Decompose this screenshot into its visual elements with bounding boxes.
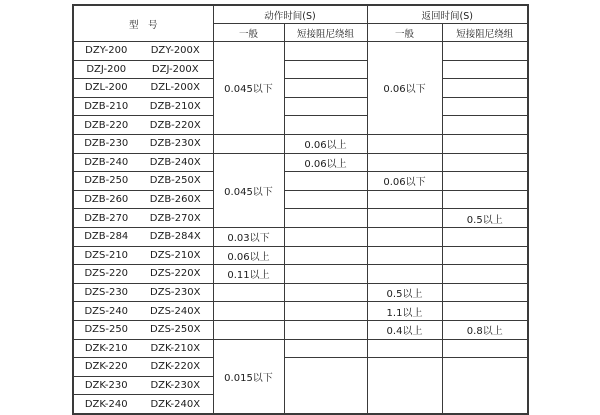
- model-name: DZS-230: [84, 287, 129, 299]
- cell-return-general: 0.06以下: [367, 42, 442, 135]
- cell-return-short: [442, 134, 528, 153]
- cell-return-general: [367, 190, 442, 209]
- cell-action-short: [284, 209, 367, 228]
- table-row: [73, 339, 528, 358]
- cell-action-short: [284, 42, 367, 61]
- cell-return-short: [442, 302, 528, 321]
- cell-action-short: [284, 320, 367, 339]
- cell-return-general: [367, 339, 442, 358]
- model-name: DZB-250: [84, 175, 129, 187]
- model-name: DZB-210: [84, 101, 129, 113]
- cell-action-short: [284, 227, 367, 246]
- header-model: 型 号: [73, 5, 213, 42]
- table-row: [73, 190, 528, 209]
- cell-action-general: 0.03以下: [213, 227, 284, 246]
- table-row: [73, 172, 528, 191]
- model-name-x: DZB-270X: [149, 212, 201, 224]
- model-name-x: DZJ-200X: [151, 63, 199, 75]
- cell-action-general: [213, 134, 284, 153]
- cell-return-general: [367, 134, 442, 153]
- cell-action-general: [213, 320, 284, 339]
- model-name-x: DZK-220X: [150, 361, 201, 373]
- cell-return-short: [442, 116, 528, 135]
- header-action-short-damping: 短接阻尼绕组: [284, 24, 367, 42]
- table-row: [73, 42, 528, 61]
- cell-model: [73, 339, 213, 358]
- cell-action-short: 0.06以上: [284, 134, 367, 153]
- model-name-x: DZS-250X: [150, 324, 201, 336]
- cell-return-short: [442, 283, 528, 302]
- model-name: DZB-240: [84, 156, 129, 168]
- header-action-general: 一般: [213, 24, 284, 42]
- relay-timing-spec-table: [72, 4, 529, 415]
- table-row: [73, 60, 528, 79]
- model-name: DZK-220: [84, 361, 128, 373]
- cell-return-general: [367, 227, 442, 246]
- cell-model: [73, 153, 213, 172]
- model-name: DZL-200: [84, 82, 128, 94]
- cell-return-general: [367, 358, 442, 414]
- cell-model: [73, 283, 213, 302]
- model-name-x: DZB-230X: [149, 138, 201, 150]
- model-name-x: DZB-250X: [149, 175, 201, 187]
- model-name: DZB-270: [84, 212, 129, 224]
- table-row: [73, 227, 528, 246]
- cell-model: [73, 134, 213, 153]
- cell-return-general: 1.1以上: [367, 302, 442, 321]
- cell-model: [73, 395, 213, 414]
- cell-action-short: [284, 116, 367, 135]
- model-name: DZK-230: [84, 379, 128, 391]
- model-name: DZJ-200: [86, 63, 127, 75]
- model-name-x: DZS-220X: [150, 268, 201, 280]
- cell-action-short: [284, 265, 367, 284]
- cell-action-short: [284, 358, 367, 414]
- model-name: DZB-220: [84, 119, 129, 131]
- cell-model: [73, 79, 213, 98]
- header-return-time: 返回时间(S): [367, 5, 528, 24]
- cell-action-general: [213, 302, 284, 321]
- table-row: [73, 97, 528, 116]
- cell-return-short: [442, 153, 528, 172]
- cell-model: [73, 246, 213, 265]
- cell-action-short: [284, 97, 367, 116]
- cell-model: [73, 60, 213, 79]
- table-row: [73, 283, 528, 302]
- cell-model: [73, 265, 213, 284]
- cell-model: [73, 227, 213, 246]
- cell-model: [73, 209, 213, 228]
- model-name-x: DZY-200X: [150, 45, 200, 57]
- table-row: [73, 79, 528, 98]
- header-return-general: 一般: [367, 24, 442, 42]
- model-name: DZB-230: [84, 138, 129, 150]
- header-return-short-damping: 短接阻尼绕组: [442, 24, 528, 42]
- cell-return-general: [367, 246, 442, 265]
- cell-return-short: [442, 227, 528, 246]
- model-name-x: DZB-220X: [149, 119, 201, 131]
- model-name: DZB-284: [84, 231, 129, 243]
- cell-action-general: 0.015以下: [213, 339, 284, 414]
- table-row: [73, 209, 528, 228]
- cell-model: [73, 172, 213, 191]
- model-name-x: DZB-284X: [149, 231, 201, 243]
- cell-return-general: 0.5以上: [367, 283, 442, 302]
- cell-return-short: [442, 190, 528, 209]
- model-name: DZS-240: [84, 305, 129, 317]
- cell-action-short: [284, 302, 367, 321]
- table-row: [73, 358, 528, 377]
- cell-return-general: 0.06以下: [367, 172, 442, 191]
- model-name: DZS-210: [84, 249, 129, 261]
- model-name-x: DZK-240X: [150, 398, 201, 410]
- cell-model: [73, 97, 213, 116]
- cell-return-short: 0.8以上: [442, 320, 528, 339]
- cell-action-short: 0.06以上: [284, 153, 367, 172]
- table-row: [73, 302, 528, 321]
- model-name-x: DZK-230X: [150, 379, 201, 391]
- cell-action-general: [213, 283, 284, 302]
- cell-action-short: [284, 172, 367, 191]
- table-row: [73, 246, 528, 265]
- cell-return-short: [442, 339, 528, 358]
- cell-return-general: 0.4以上: [367, 320, 442, 339]
- cell-return-short: [442, 172, 528, 191]
- model-name-x: DZL-200X: [150, 82, 200, 94]
- cell-action-general: 0.06以上: [213, 246, 284, 265]
- model-name-x: DZK-210X: [150, 342, 201, 354]
- header-action-time: 动作时间(S): [213, 5, 367, 24]
- cell-model: [73, 116, 213, 135]
- model-name: DZK-240: [84, 398, 128, 410]
- cell-return-general: [367, 209, 442, 228]
- model-name-x: DZS-240X: [150, 305, 201, 317]
- table-row: [73, 153, 528, 172]
- model-name: DZS-250: [84, 324, 129, 336]
- table-row: [73, 134, 528, 153]
- cell-action-general: 0.045以下: [213, 42, 284, 135]
- cell-model: [73, 302, 213, 321]
- cell-return-short: [442, 97, 528, 116]
- model-name-x: DZS-210X: [150, 249, 201, 261]
- model-name-x: DZB-210X: [149, 101, 201, 113]
- cell-action-short: [284, 60, 367, 79]
- cell-return-general: [367, 265, 442, 284]
- cell-return-general: [367, 153, 442, 172]
- model-name: DZK-210: [84, 342, 128, 354]
- cell-model: [73, 42, 213, 61]
- model-name: DZB-260: [84, 194, 129, 206]
- header-row-groups: [73, 5, 528, 24]
- cell-model: [73, 358, 213, 377]
- cell-return-short: [442, 60, 528, 79]
- model-name-x: DZS-230X: [150, 287, 201, 299]
- cell-return-short: [442, 265, 528, 284]
- cell-model: [73, 320, 213, 339]
- model-name: DZY-200: [85, 45, 128, 57]
- table-row: [73, 320, 528, 339]
- cell-return-short: [442, 246, 528, 265]
- cell-action-short: [284, 246, 367, 265]
- cell-action-short: [284, 283, 367, 302]
- cell-action-short: [284, 190, 367, 209]
- cell-action-short: [284, 339, 367, 358]
- cell-action-short: [284, 79, 367, 98]
- cell-action-general: 0.045以下: [213, 153, 284, 227]
- cell-return-short: [442, 42, 528, 61]
- table-row: [73, 265, 528, 284]
- cell-model: [73, 376, 213, 395]
- cell-action-general: 0.11以上: [213, 265, 284, 284]
- cell-model: [73, 190, 213, 209]
- model-name-x: DZB-240X: [149, 156, 201, 168]
- model-name: DZS-220: [84, 268, 129, 280]
- table-row: [73, 116, 528, 135]
- cell-return-short: [442, 79, 528, 98]
- cell-return-short: 0.5以上: [442, 209, 528, 228]
- cell-return-short: [442, 358, 528, 414]
- model-name-x: DZB-260X: [149, 194, 201, 206]
